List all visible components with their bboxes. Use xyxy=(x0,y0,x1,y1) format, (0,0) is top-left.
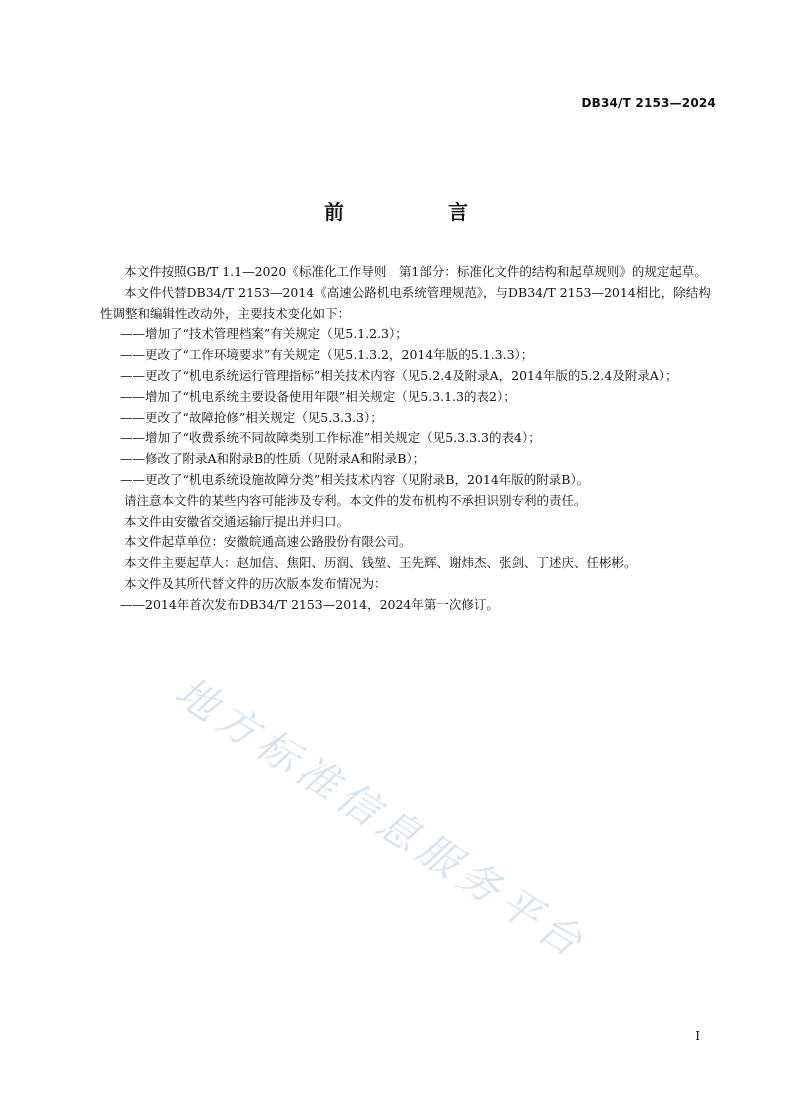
document-code: DB34/T 2153—2024 xyxy=(581,96,716,110)
change-item: ——增加了“技术管理档案”有关规定（见5.1.2.3）； xyxy=(120,326,408,342)
watermark: 地方标准信息服务平台 xyxy=(166,667,596,970)
change-item: ——更改了“故障抢修”相关规定（见5.3.3.3）； xyxy=(120,409,383,425)
proposer-note: 本文件由安徽省交通运输厅提出并归口。 xyxy=(124,513,350,529)
page-number: I xyxy=(695,1029,700,1043)
patent-notice: 请注意本文件的某些内容可能涉及专利。本文件的发布机构不承担识别专利的责任。 xyxy=(124,492,587,508)
change-item: ——更改了“机电系统设施故障分类”相关技术内容（见附录B，2014年版的附录B）。 xyxy=(120,471,590,487)
change-item: ——修改了附录A和附录B的性质（见附录A和附录B）； xyxy=(120,451,426,467)
page-title: 前 言 xyxy=(324,200,510,224)
version-history-item: ——2014年首次发布DB34/T 2153—2014，2024年第一次修订。 xyxy=(120,596,499,612)
intro-paragraph: 本文件按照GB/T 1.1—2020《标准化工作导则 第1部分：标准化文件的结构和起草规则》的规定起草。 xyxy=(124,264,707,279)
change-item: ——更改了“机电系统运行管理指标”相关技术内容（见5.2.4及附录A，2014年版的5.2.4及附录A）； xyxy=(120,367,678,383)
change-item: ——更改了“工作环境要求”有关规定（见5.1.3.2，2014年版的5.1.3.3）； xyxy=(120,347,534,363)
change-item: ——增加了“收费系统不同故障类别工作标准”相关规定（见5.3.3.3的表4）； xyxy=(120,430,541,446)
intro-paragraph: 本文件代替DB34/T 2153—2014《高速公路机电系统管理规范》，与DB34/T 2153—2014相比，除结构性调整和编辑性改动外，主要技术变化如下： xyxy=(100,284,711,321)
change-list xyxy=(100,324,716,490)
drafting-unit-note: 本文件起草单位：安徽皖通高速公路股份有限公司。 xyxy=(124,534,412,550)
change-item: ——增加了“机电系统主要设备使用年限”相关规定（见5.3.1.3的表2）； xyxy=(120,388,516,404)
version-history-intro: 本文件及其所代替文件的历次版本发布情况为： xyxy=(124,575,387,591)
drafters-note: 本文件主要起草人：赵加信、焦阳、历润、钱堃、王先辉、谢炜杰、张剑、丁述庆、任彬彬。 xyxy=(124,555,637,571)
document-body xyxy=(100,262,716,616)
